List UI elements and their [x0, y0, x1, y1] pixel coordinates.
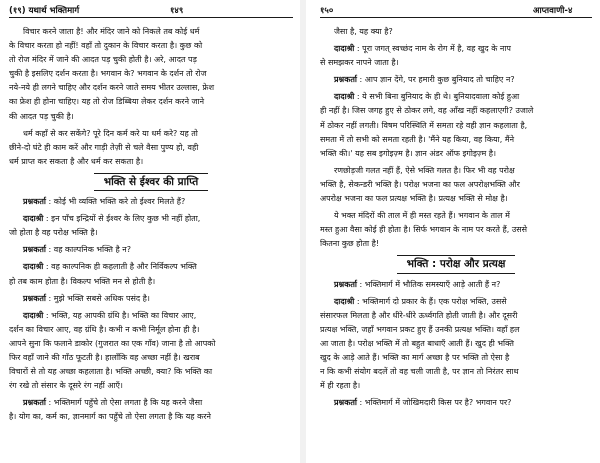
text-line: [9, 410, 293, 424]
text-line: [9, 365, 293, 379]
dialogue-paragraph: [9, 309, 293, 394]
text-line: [9, 53, 293, 67]
text-line: [9, 195, 293, 209]
dialogue-paragraph: [320, 295, 592, 394]
line-text: जैसा है, यह क्या है?: [334, 27, 393, 36]
text-line: [9, 212, 293, 226]
line-text: के विचार करता हो नहीं! वहाँ तो दुकान के विचार करता है। कुछ को: [9, 41, 203, 51]
speaker-label: प्रश्नकर्ता: [23, 398, 46, 408]
text-line: [9, 226, 293, 240]
text-line: [320, 396, 592, 410]
left-running-title: (१९) यथार्थ भक्तिमार्ग: [9, 6, 80, 16]
text-line: [9, 309, 293, 323]
line-text: में ही रहता है।: [320, 381, 361, 391]
text-paragraph: [320, 209, 592, 251]
speaker-label: दादाश्री: [23, 310, 44, 320]
text-line: [320, 119, 592, 133]
line-text: का फ्रेश ही होना चाहिए। यह तो रोज डिब्बिया लेकर दर्शन करने जाने: [9, 97, 205, 107]
text-line: [9, 155, 293, 169]
text-paragraph: [9, 25, 293, 124]
line-text: भक्ति की।' यह सब इगोइज़्म है। ज्ञान अंडर ऑफ इगोइज़्म है।: [320, 148, 497, 158]
left-page-header: [0, 0, 300, 18]
text-line: [9, 95, 293, 109]
speaker-label: दादाश्री: [334, 44, 355, 54]
line-text: अपरोक्ष भजना का फल प्रत्यक्ष भक्ति है। प्रत्यक्ष भक्ति से मोक्ष है।: [320, 194, 508, 204]
line-text: रणछोड़जी गलत नहीं हैं, ऐसे भक्ति गलत है। फिर भी वह परोक्ष: [334, 165, 515, 175]
text-line: [9, 67, 293, 81]
right-page: [306, 0, 600, 463]
text-line: [9, 337, 293, 351]
dialogue-paragraph: [320, 278, 592, 292]
text-line: [9, 39, 293, 53]
text-line: [320, 323, 592, 337]
text-line: [320, 309, 592, 323]
speaker-label: प्रश्नकर्ता: [334, 398, 357, 408]
line-text: ये भक्त मंदिरों की ताल में ही मस्त रहते हैं। भगवान के ताल में: [334, 211, 510, 221]
line-text: : कोई भी व्यक्ति भक्ति करे तो ईश्वर मिलते हैं?: [45, 197, 186, 207]
right-page-header: [306, 0, 600, 18]
line-text: : वह काल्पनिक ही कहलाती है और निर्विकल्प भक्ति: [43, 262, 197, 272]
line-text: आ जाता है। परोक्ष भक्ति में तो बहुत बाधाएँ आती हैं। खुद ही भक्ति: [320, 338, 514, 348]
text-line: [320, 209, 592, 223]
dialogue-paragraph: [9, 195, 293, 209]
text-line: [320, 295, 592, 309]
left-page-body: [9, 22, 293, 424]
text-line: [320, 379, 592, 393]
line-text: : मुझे भक्ति सबसे अधिक पसंद है।: [45, 293, 150, 303]
dialogue-paragraph: [320, 73, 592, 87]
line-text: : ये सभी बिना बुनियाद के ही थे। बुनियादवाला कोई हुआ: [354, 92, 520, 102]
line-text: धर्म प्राप्त कर सकता है और धर्म कर सकता है।: [9, 156, 144, 166]
line-text: नये-नये ही लगने चाहिए और दर्शन करने जाते समय भीतर उल्लास, फ्रेश: [9, 83, 215, 93]
speaker-label: प्रश्नकर्ता: [334, 75, 357, 85]
right-header-rule: [320, 17, 592, 18]
text-line: [320, 337, 592, 351]
text-line: [9, 243, 293, 257]
dialogue-paragraph: [9, 292, 293, 306]
line-text: : वह काल्पनिक भक्ति है न?: [45, 245, 131, 255]
text-line: [320, 104, 592, 118]
text-line: [9, 260, 293, 274]
text-line: [9, 323, 293, 337]
dialogue-paragraph: [9, 260, 293, 288]
text-line: [9, 379, 293, 393]
text-line: [320, 90, 592, 104]
line-text: : पूरा जगत् स्वच्छंद नाम के रोग में है, वह खुद के नाप: [354, 44, 511, 54]
line-text: विचारों से तो यह अच्छा कहलाता है। भक्ति अच्छी, क्या? कि भक्ति का: [9, 367, 213, 377]
line-text: : भक्तिमार्ग पहुँचे तो ऐसा लगता है कि यह करने जैसा: [45, 398, 203, 408]
line-text: हो तब काम होता है। विकल्प भक्ति मन से होती है।: [9, 276, 156, 286]
text-line: [320, 178, 592, 192]
line-text: न कि कभी संयोग बदलें तो वह चली जाती है, पर ज्ञान तो निरंतर साथ: [320, 367, 519, 377]
line-text: खुद के आड़े आते हैं। भक्ति का मार्ग अच्छा है पर भक्ति तो ऐसा है: [320, 352, 510, 362]
speaker-label: दादाश्री: [23, 262, 44, 272]
line-text: समता में तो सभी को समता रहती है। 'मैंने यह किया, वह किया, मैंने: [320, 134, 515, 144]
line-text: प्रत्यक्ष भक्ति, जहाँ भगवान प्रकट हुए हैं उनकी प्रत्यक्ष भक्ति। वहाँ हल: [320, 324, 520, 334]
line-text: : भक्ति, यह आपकी ग्रंथि है। भक्ति का विचार आए,: [43, 310, 197, 320]
text-line: [9, 25, 293, 39]
text-line: [320, 56, 592, 70]
text-line: [9, 110, 293, 124]
dialogue-paragraph: [9, 243, 293, 257]
dialogue-paragraph: [9, 212, 293, 240]
section-heading-text: भक्ति : परोक्ष और प्रत्यक्ष: [397, 255, 516, 273]
text-paragraph: [320, 25, 592, 39]
speaker-label: दादाश्री: [334, 296, 355, 306]
speaker-label: दादाश्री: [334, 92, 355, 102]
section-heading: [320, 255, 592, 273]
speaker-label: प्रश्नकर्ता: [23, 293, 46, 303]
right-running-title: आप्तवाणी-४: [533, 6, 573, 16]
line-text: संसारफल मिलता है और धीरे-धीरे ऊर्ध्वगति होती जाती है। और दूसरी: [320, 310, 518, 320]
line-text: चुकी है इसलिए दर्शन करता है। भगवान के? भगवान के दर्शन तो रोज: [9, 69, 207, 79]
line-text: आपने सुना कि फलाने डाकोर (गुजरात का एक गाँव) जाना है तो आपको: [9, 338, 216, 348]
text-line: [9, 141, 293, 155]
text-line: [320, 133, 592, 147]
line-text: की आदत पड़ चुकी है।: [9, 111, 74, 121]
line-text: से समझकर नापने जाता है।: [320, 58, 399, 68]
line-text: छीने-दो घंटे ही काम करें और गाड़ी तेज़ी से चले वैसा पुण्य हो, वही: [9, 142, 199, 152]
line-text: : भक्तिमार्ग दो प्रकार के हैं। एक परोक्ष भक्ति, उससे: [354, 296, 507, 306]
right-page-number: १५०: [320, 6, 334, 16]
line-text: ही नहीं है। जिस जगह हुए से ठोकर लगे, वह आँख नहीं कहलाएगी? उजाले: [320, 106, 534, 116]
text-line: [9, 81, 293, 95]
right-page-body: [320, 22, 592, 410]
speaker-label: दादाश्री: [23, 214, 44, 224]
text-line: [320, 42, 592, 56]
text-line: [320, 278, 592, 292]
text-line: [320, 147, 592, 161]
line-text: धर्म कहाँ से कर सकेंगे? पूरे दिन कर्म करे या धर्म करे? यह तो: [23, 128, 198, 138]
line-text: मस्त हुआ वैसा कोई ही होता है। सिर्फ भगवान के नाम पर करते हैं, उससे: [320, 225, 528, 235]
text-line: [320, 192, 592, 206]
left-header-rule: [9, 17, 293, 18]
speaker-label: प्रश्नकर्ता: [23, 245, 46, 255]
line-text: में ठोकर नहीं लगती। विषम परिस्थिति में समता रहे वही ज्ञान कहलाता है,: [320, 120, 528, 130]
text-line: [9, 351, 293, 365]
text-line: [320, 73, 592, 87]
text-line: [320, 25, 592, 39]
line-text: दर्शन का विचार आए, वह ग्रंथि है। कभी न कभी निर्मूल होना ही है।: [9, 324, 200, 334]
text-line: [9, 275, 293, 289]
text-line: [320, 164, 592, 178]
line-text: : इन पाँच इन्द्रियों से ईश्वर के लिए कुछ भी नहीं होता,: [43, 214, 201, 224]
section-heading-text: भक्ति से ईश्वर की प्राप्ति: [94, 173, 209, 191]
line-text: : भक्तिमार्ग में जोखिमदारी किस पर है? भगवान पर?: [356, 398, 512, 408]
dialogue-paragraph: [320, 42, 592, 70]
text-line: [320, 351, 592, 365]
dialogue-paragraph: [320, 396, 592, 410]
line-text: है। योग का, कर्म का, ज्ञानमार्ग का पहुँचे तो ऐसा लगता है कि यह करने: [9, 412, 211, 422]
line-text: तो रोज मंदिर में जाने की आदत पड़ चुकी होती है। अरे, आदत पड़: [9, 55, 197, 65]
line-text: जो होता है वह परोक्ष भक्ति है।: [9, 228, 98, 238]
text-line: [9, 292, 293, 306]
left-page-number: १४९: [170, 6, 184, 16]
line-text: : आप ज्ञान देंगे, पर हमारी कुछ बुनियाद तो चाहिए न?: [356, 75, 515, 85]
dialogue-paragraph: [9, 396, 293, 424]
text-paragraph: [9, 127, 293, 169]
text-line: [320, 365, 592, 379]
line-text: कितना कुछ होता है!: [320, 239, 380, 249]
text-line: [320, 237, 592, 251]
text-line: [9, 127, 293, 141]
section-heading: [9, 173, 293, 191]
line-text: फिर वहाँ जाने की गाँठ फूटती है। हालाँकि वह अच्छा नहीं है। खराब: [9, 352, 200, 362]
dialogue-paragraph: [320, 90, 592, 160]
line-text: रंग रखे तो संसार के दूसरे रंग नहीं आएँ।: [9, 381, 123, 391]
text-line: [9, 396, 293, 410]
line-text: भक्ति है, सेकन्डरी भक्ति है। परोक्ष भजना का फल अपरोक्षभक्ति और: [320, 179, 520, 189]
line-text: विचार करने जाता है! और मंदिर जाने को निकले तब कोई धर्म: [23, 27, 200, 36]
speaker-label: प्रश्नकर्ता: [23, 197, 46, 207]
text-paragraph: [320, 164, 592, 206]
line-text: : भक्तिमार्ग में भौतिक समस्याएँ आड़े आती हैं न?: [356, 279, 501, 289]
speaker-label: प्रश्नकर्ता: [334, 279, 357, 289]
text-line: [320, 223, 592, 237]
